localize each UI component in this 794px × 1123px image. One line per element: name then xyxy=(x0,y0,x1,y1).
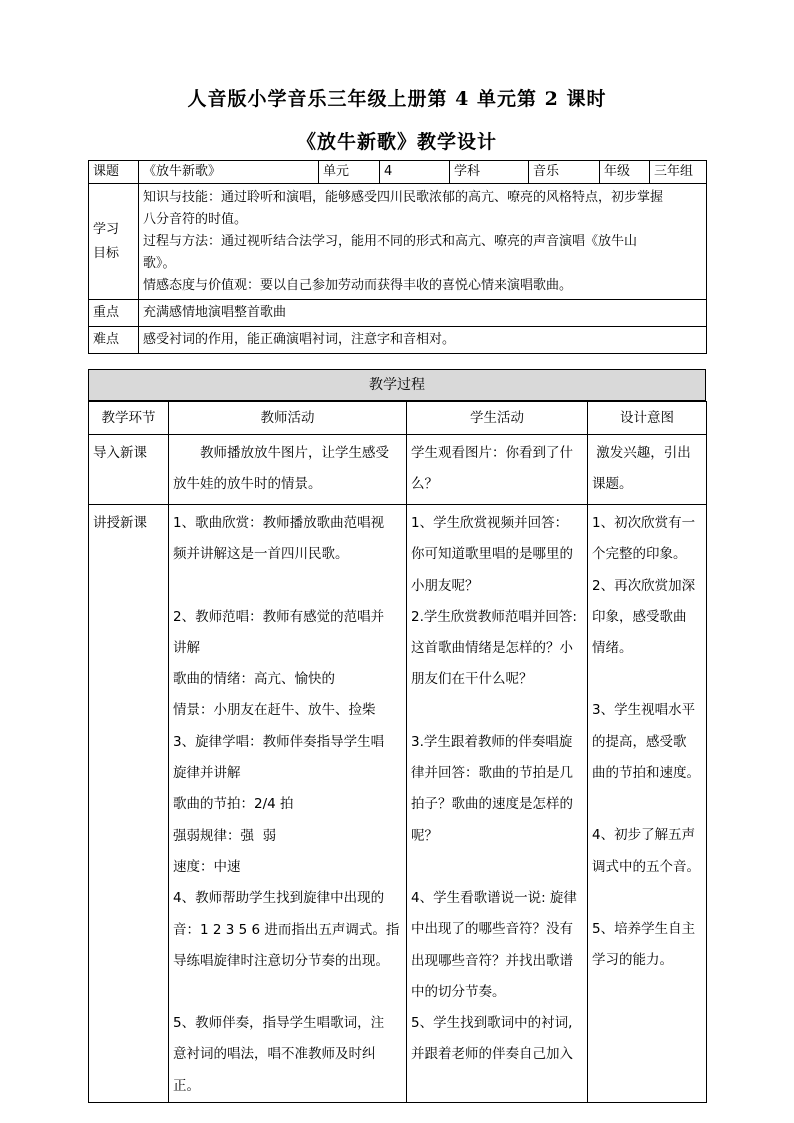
main-intent: 1、初次欣赏有一 个完整的印象。 2、再次欣赏加深 印象，感受歌曲 情绪。 3、学生视唱水平 的提高，感受歌 曲的节拍和速度。 4、初步了解五声 调式中的五个音。 5、培养学生自主 学习的能力。 xyxy=(588,505,707,1103)
unit-label: 单元 xyxy=(319,161,380,184)
header-intent: 设计意图 xyxy=(588,402,707,435)
intro-teacher: 教师播放放牛图片，让学生感受 放牛娃的放牛时的情景。 xyxy=(169,435,407,505)
process-header-row xyxy=(89,402,707,435)
intro-stage: 导入新课 xyxy=(89,435,169,505)
intro-student: 学生观看图片：你看到了什 么？ xyxy=(407,435,588,505)
subject-value: 音乐 xyxy=(529,161,600,184)
header-stage: 教学环节 xyxy=(89,402,169,435)
objective-line: 情感态度与价值观：要以自己参加劳动而获得丰收的喜悦心情来演唱歌曲。 xyxy=(143,278,573,293)
difficulty-label: 难点 xyxy=(89,327,139,354)
objectives-text xyxy=(139,184,707,300)
lesson-info-table xyxy=(88,160,707,354)
document-title: 人音版小学音乐三年级上册第 4 单元第 2 课时 xyxy=(187,88,607,110)
objective-line: 歌》。 xyxy=(143,256,176,271)
header-teacher: 教师活动 xyxy=(169,402,407,435)
objective-line: 八分音符的时值。 xyxy=(143,212,248,227)
info-row xyxy=(89,161,707,184)
objective-line: 过程与方法：通过视听结合法学习，能用不同的形式和高亢、嘹亮的声音演唱《放牛山 xyxy=(143,234,638,249)
objectives-row xyxy=(89,184,707,300)
grade-value: 三年组 xyxy=(650,161,707,184)
difficulty-row xyxy=(89,327,707,354)
header-student: 学生活动 xyxy=(407,402,588,435)
objective-line: 知识与技能：通过聆听和演唱，能够感受四川民歌浓郁的高亢、嘹亮的风格特点，初步掌握 xyxy=(143,190,664,205)
intro-row xyxy=(89,435,707,505)
objectives-label: 学习 目标 xyxy=(89,184,139,300)
main-stage: 讲授新课 xyxy=(89,505,169,1103)
document-subtitle: 《放牛新歌》教学设计 xyxy=(296,131,497,153)
topic-label: 课题 xyxy=(89,161,139,184)
process-section-title: 教学过程 xyxy=(88,369,706,401)
subject-label: 学科 xyxy=(450,161,529,184)
key-point-value: 充满感情地演唱整首歌曲 xyxy=(139,300,707,327)
unit-value: 4 xyxy=(380,161,450,184)
main-teacher: 1、歌曲欣赏：教师播放歌曲范唱视 频并讲解这是一首四川民歌。 2、教师范唱：教师有感觉的范唱并 讲解 歌曲的情绪：高亢、愉快的 情景：小朋友在赶牛、放牛、捡柴 3、旋律学唱：教师伴奏指导学生唱 旋律并讲解 歌曲的节拍：2/4 拍 强弱规律：强 弱 速度：中速 4、教师帮助学生找到旋律中出现的 音：1 2 3 5 6 进而指出五声调式。指 导练唱旋律时注意切分节奏的出现。 5、教师伴奏，指导学生唱歌词，注 意衬词的唱法，唱不准教师及时纠正。 xyxy=(169,505,407,1103)
intro-intent: 激发兴趣，引出 课题。 xyxy=(588,435,707,505)
main-row xyxy=(89,505,707,1103)
difficulty-value: 感受衬词的作用，能正确演唱衬词，注意字和音相对。 xyxy=(139,327,707,354)
key-point-row xyxy=(89,300,707,327)
grade-label: 年级 xyxy=(600,161,650,184)
key-point-label: 重点 xyxy=(89,300,139,327)
main-student: 1、学生欣赏视频并回答： 你可知道歌里唱的是哪里的 小朋友呢？ 2.学生欣赏教师范唱并回答: 这首歌曲情绪是怎样的？小 朋友们在干什么呢？ 3.学生跟着教师的伴奏唱旋 律并回答：歌曲的节拍是几 拍子？歌曲的速度是怎样的 呢？ 4、学生看歌谱说一说: 旋律 中出现了的哪些音符？没有 出现哪些音符？并找出歌谱 中的切分节奏。 5、学生找到歌词中的衬词, 并跟着老师的伴奏自己加入 xyxy=(407,505,588,1103)
process-table xyxy=(88,401,707,1103)
topic-value: 《放牛新歌》 xyxy=(139,161,319,184)
